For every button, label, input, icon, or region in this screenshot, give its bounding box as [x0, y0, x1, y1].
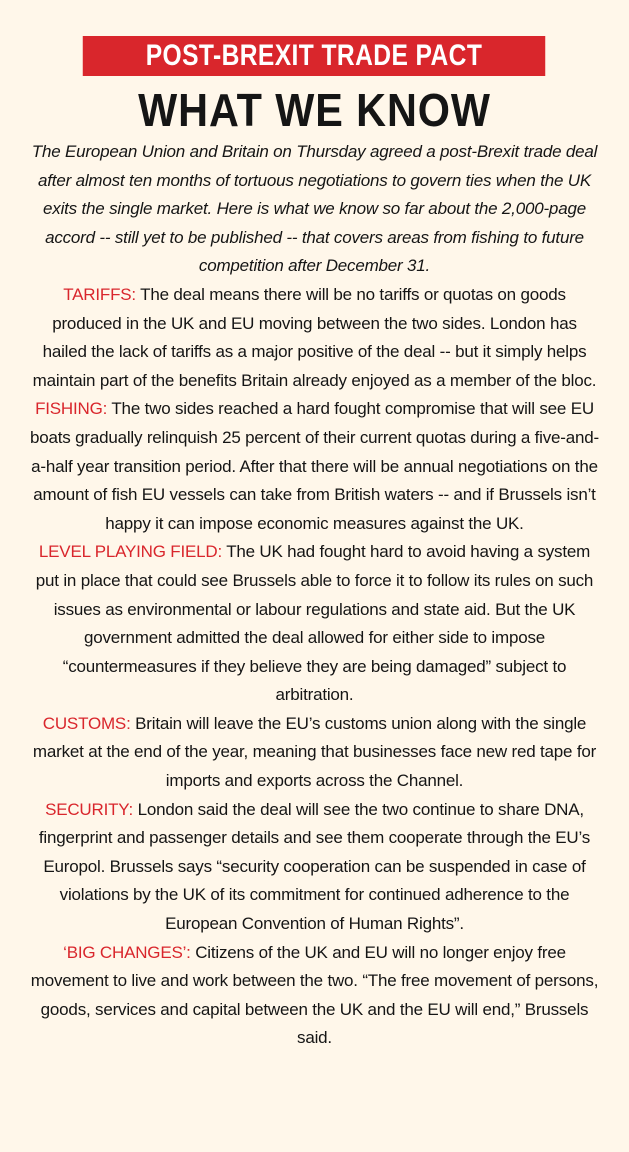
section-tariffs	[30, 281, 599, 395]
section-text: Britain will leave the EU’s customs union along with the single market at the end of the year, meaning that businesses face new red tape for imports and exports across the Channel.	[32, 713, 597, 791]
section-level-playing-field	[30, 538, 599, 710]
headline: WHAT WE KNOW	[138, 84, 491, 136]
section-label: LEVEL PLAYING FIELD:	[38, 542, 222, 562]
article-body	[30, 138, 599, 1053]
section-text: The UK had fought hard to avoid having a system put in place that could see Brussels able to force it to follow its rules on such issues as environmental or labour regulations and state aid. But the UK government admitted the deal allowed for either side to impose “countermeasures if they believe they are being damaged” subject to arbitration.	[35, 542, 594, 705]
section-label: SECURITY:	[45, 799, 134, 819]
section-text: London said the deal will see the two continue to share DNA, fingerprint and passenger details and see them cooperate through the EU’s Europol. Brussels says “security cooperation can be suspended in case of violations by the UK of its commitment for continued adherence to the European Convention of Human Rights”.	[38, 799, 591, 934]
section-text: Citizens of the UK and EU will no longer enjoy free movement to live and work between the two. “The free movement of persons, goods, services and capital between the UK and the EU will end,” Brussels said.	[30, 942, 599, 1048]
kicker-banner: POST-BREXIT TRADE PACT	[83, 36, 545, 76]
section-label: CUSTOMS:	[42, 713, 131, 733]
section-label: ‘BIG CHANGES’:	[63, 942, 191, 962]
section-label: FISHING:	[35, 399, 108, 419]
section-label: TARIFFS:	[63, 284, 136, 304]
section-big-changes	[30, 939, 599, 1053]
intro-paragraph: The European Union and Britain on Thursday agreed a post-Brexit trade deal after almost ten months of tortuous negotiations to govern ties when the UK exits the single market. Here is what we know so far about the 2,000-page accord -- still yet to be published -- that covers areas from fishing to future competition after December 31.	[31, 142, 598, 276]
section-security	[30, 796, 599, 939]
section-customs	[30, 710, 599, 796]
section-fishing	[30, 395, 599, 538]
section-text: The deal means there will be no tariffs or quotas on goods produced in the UK and EU moving between the two sides. London has hailed the lack of tariffs as a major positive of the deal -- but it simply helps maintain part of the benefits Britain already enjoyed as a member of the bloc.	[32, 284, 597, 390]
section-text: The two sides reached a hard fought compromise that will see EU boats gradually relinquish 25 percent of their current quotas during a five-and-a-half year transition period. After that there will be annual negotiations on the amount of fish EU vessels can take from British waters -- and if Brussels isn’t happy it can impose economic measures against the UK.	[30, 399, 599, 533]
